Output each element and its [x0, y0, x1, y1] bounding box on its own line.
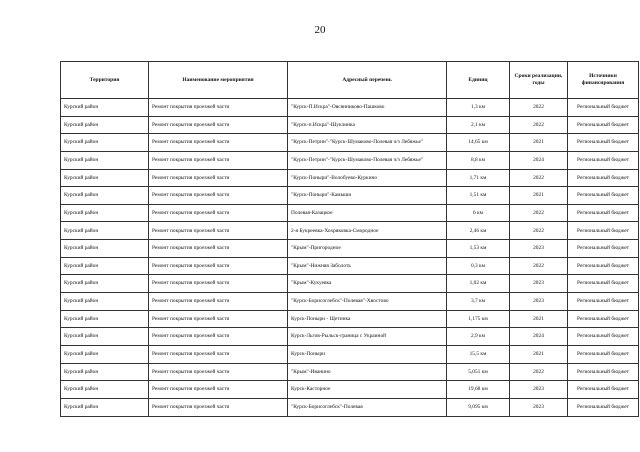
cell-address: "Курск-Поныри"-Камыши	[288, 187, 447, 205]
cell-territory: Курский район	[61, 381, 149, 399]
cell-territory: Курский район	[61, 204, 149, 222]
table-row	[61, 187, 639, 205]
cell-event-name: Ремонт покрытия проезжей части	[149, 222, 288, 240]
table-row	[61, 240, 639, 258]
cell-unit: 14,65 км	[447, 134, 510, 152]
cell-event-name: Ремонт покрытия проезжей части	[149, 99, 288, 117]
cell-term: 2022	[510, 116, 568, 134]
cell-event-name: Ремонт покрытия проезжей части	[149, 169, 288, 187]
cell-territory: Курский район	[61, 134, 149, 152]
table-row	[61, 398, 639, 416]
cell-unit: 1,53 км	[447, 240, 510, 258]
cell-address: "Курск-п.Искра"-Шуклинка	[288, 116, 447, 134]
cell-term: 2022	[510, 257, 568, 275]
cell-source: Региональный бюджет	[568, 187, 639, 205]
cell-unit: 2,1 км	[447, 116, 510, 134]
cell-unit: 1,3 км	[447, 99, 510, 117]
cell-unit: 1,71 км	[447, 169, 510, 187]
table-row	[61, 381, 639, 399]
cell-unit: 1,02 км	[447, 275, 510, 293]
cell-unit: 2,9 км	[447, 328, 510, 346]
cell-term: 2022	[510, 99, 568, 117]
cell-territory: Курский район	[61, 310, 149, 328]
cell-address: "Крым"-Иванино	[288, 363, 447, 381]
cell-address: "Курск-Поныри"-Волобуево-Куркино	[288, 169, 447, 187]
table-row	[61, 134, 639, 152]
table-row	[61, 345, 639, 363]
table-row	[61, 169, 639, 187]
cell-source: Региональный бюджет	[568, 99, 639, 117]
table-row	[61, 99, 639, 117]
cell-address: Курск-Поныри - Щетинка	[288, 310, 447, 328]
cell-term: 2022	[510, 169, 568, 187]
header-event-name: Наименование мероприятия	[149, 62, 288, 99]
cell-territory: Курский район	[61, 398, 149, 416]
cell-address: Курск-Касторное	[288, 381, 447, 399]
cell-source: Региональный бюджет	[568, 275, 639, 293]
cell-address: "Курск-Борисоглебск"-Полевая	[288, 398, 447, 416]
cell-address: "Курск-Петрин"-"Курск-Шумаково-Полевая ч/з Лебяжье"	[288, 151, 447, 169]
cell-event-name: Ремонт покрытия проезжей части	[149, 240, 288, 258]
cell-event-name: Ремонт покрытия проезжей части	[149, 293, 288, 311]
header-source: Источники финансирования	[568, 62, 639, 99]
cell-unit: 1,175 км	[447, 310, 510, 328]
cell-event-name: Ремонт покрытия проезжей части	[149, 116, 288, 134]
cell-address: "Курск-П.Искра"-Овсянниково-Пашково	[288, 99, 447, 117]
header-term: Сроки реализации, годы	[510, 62, 568, 99]
header-row	[61, 62, 639, 99]
cell-event-name: Ремонт покрытия проезжей части	[149, 328, 288, 346]
cell-term: 2024	[510, 151, 568, 169]
cell-territory: Курский район	[61, 363, 149, 381]
cell-source: Региональный бюджет	[568, 310, 639, 328]
cell-territory: Курский район	[61, 293, 149, 311]
cell-term: 2023	[510, 293, 568, 311]
roads-repair-table	[60, 61, 639, 417]
cell-territory: Курский район	[61, 257, 149, 275]
cell-unit: 2,46 км	[447, 222, 510, 240]
cell-unit: 5,051 км	[447, 363, 510, 381]
cell-territory: Курский район	[61, 328, 149, 346]
cell-term: 2021	[510, 134, 568, 152]
cell-source: Региональный бюджет	[568, 257, 639, 275]
cell-event-name: Ремонт покрытия проезжей части	[149, 187, 288, 205]
cell-source: Региональный бюджет	[568, 345, 639, 363]
cell-source: Региональный бюджет	[568, 151, 639, 169]
cell-source: Региональный бюджет	[568, 293, 639, 311]
table-row	[61, 310, 639, 328]
cell-territory: Курский район	[61, 169, 149, 187]
cell-address: Полевая-Казацкое	[288, 204, 447, 222]
cell-unit: 3,7 км	[447, 293, 510, 311]
cell-source: Региональный бюджет	[568, 381, 639, 399]
cell-territory: Курский район	[61, 240, 149, 258]
cell-event-name: Ремонт покрытия проезжей части	[149, 257, 288, 275]
cell-source: Региональный бюджет	[568, 398, 639, 416]
cell-term: 2023	[510, 240, 568, 258]
cell-event-name: Ремонт покрытия проезжей части	[149, 275, 288, 293]
cell-event-name: Ремонт покрытия проезжей части	[149, 310, 288, 328]
cell-address: "Крым"-Пригородное	[288, 240, 447, 258]
table-row	[61, 204, 639, 222]
cell-source: Региональный бюджет	[568, 240, 639, 258]
cell-event-name: Ремонт покрытия проезжей части	[149, 398, 288, 416]
header-territory: Территория	[61, 62, 149, 99]
page-number: 20	[314, 24, 326, 36]
cell-unit: 1,51 км	[447, 187, 510, 205]
header-unit: Единиц	[447, 62, 510, 99]
cell-source: Региональный бюджет	[568, 116, 639, 134]
table-row	[61, 116, 639, 134]
cell-territory: Курский район	[61, 222, 149, 240]
cell-territory: Курский район	[61, 187, 149, 205]
cell-term: 2023	[510, 381, 568, 399]
table-row	[61, 363, 639, 381]
cell-term: 2022	[510, 204, 568, 222]
table-row	[61, 151, 639, 169]
cell-address: "Курск-Борисоглебск"-Полевая"-Хвостово	[288, 293, 447, 311]
cell-term: 2021	[510, 187, 568, 205]
cell-term: 2022	[510, 222, 568, 240]
cell-event-name: Ремонт покрытия проезжей части	[149, 345, 288, 363]
cell-territory: Курский район	[61, 345, 149, 363]
cell-term: 2021	[510, 345, 568, 363]
cell-event-name: Ремонт покрытия проезжей части	[149, 204, 288, 222]
cell-unit: 19,68 км	[447, 381, 510, 399]
cell-source: Региональный бюджет	[568, 363, 639, 381]
cell-source: Региональный бюджет	[568, 169, 639, 187]
cell-term: 2023	[510, 398, 568, 416]
table-row	[61, 293, 639, 311]
cell-unit: 15,5 км	[447, 345, 510, 363]
cell-source: Региональный бюджет	[568, 328, 639, 346]
cell-territory: Курский район	[61, 116, 149, 134]
cell-address: "Крым"-Кукуевка	[288, 275, 447, 293]
cell-territory: Курский район	[61, 151, 149, 169]
cell-term: 2022	[510, 363, 568, 381]
cell-unit: 9,095 км	[447, 398, 510, 416]
table-row	[61, 328, 639, 346]
cell-address: 2-я Букреевка-Хохряковка-Смородное	[288, 222, 447, 240]
cell-address: "Курск-Петрин"-"Курск-Шумаково-Полевая ч/з Лебяжье"	[288, 134, 447, 152]
header-address: Адресный перечень	[288, 62, 447, 99]
table-row	[61, 257, 639, 275]
cell-term: 2024	[510, 328, 568, 346]
cell-term: 2021	[510, 310, 568, 328]
cell-event-name: Ремонт покрытия проезжей части	[149, 134, 288, 152]
cell-address: Курск-Поныри	[288, 345, 447, 363]
table-row	[61, 222, 639, 240]
cell-event-name: Ремонт покрытия проезжей части	[149, 151, 288, 169]
cell-event-name: Ремонт покрытия проезжей части	[149, 381, 288, 399]
table-row	[61, 275, 639, 293]
cell-territory: Курский район	[61, 99, 149, 117]
cell-address: "Крым"-Нижняя Заболоть	[288, 257, 447, 275]
cell-event-name: Ремонт покрытия проезжей части	[149, 363, 288, 381]
cell-source: Региональный бюджет	[568, 222, 639, 240]
cell-source: Региональный бюджет	[568, 134, 639, 152]
cell-address: Курск-Льгов-Рыльск-граница с Украиной	[288, 328, 447, 346]
table-header	[61, 62, 639, 99]
cell-unit: 8,8 км	[447, 151, 510, 169]
cell-territory: Курский район	[61, 275, 149, 293]
cell-source: Региональный бюджет	[568, 204, 639, 222]
cell-term: 2023	[510, 275, 568, 293]
cell-unit: 0,3 км	[447, 257, 510, 275]
table-body	[61, 99, 639, 417]
cell-unit: 6 км	[447, 204, 510, 222]
